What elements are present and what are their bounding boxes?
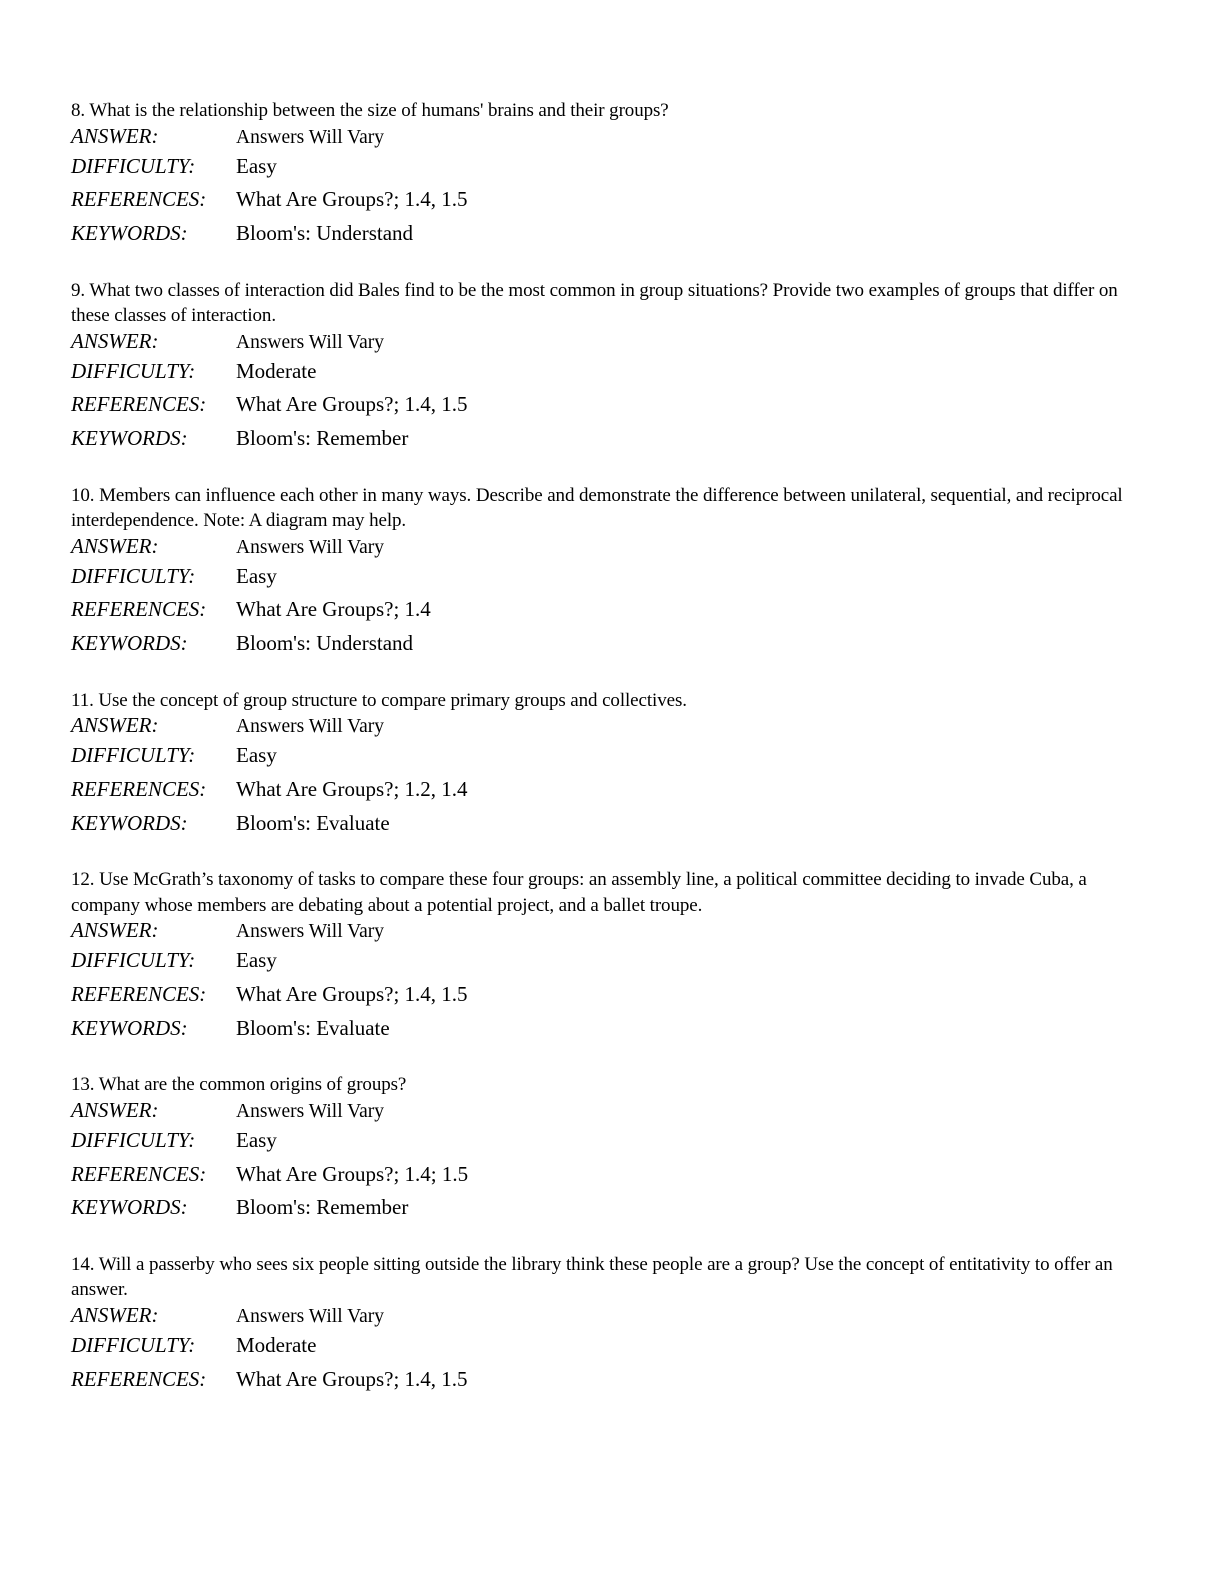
references-value: What Are Groups?; 1.4 — [236, 597, 431, 622]
references-value: What Are Groups?; 1.4, 1.5 — [236, 981, 468, 1006]
answer-row — [71, 124, 1151, 154]
question-text: 10. Members can influence each other in many ways. Describe and demonstrate the difference between unilateral, sequential, and reciprocal interdependence. Note: A diagram may help. — [71, 484, 1123, 532]
spacer — [71, 1229, 1151, 1252]
keywords-label: KEYWORDS: — [71, 1015, 188, 1040]
answer-row — [71, 1098, 1151, 1128]
answer-value: Answers Will Vary — [236, 126, 384, 148]
references-row — [71, 187, 1151, 221]
question-item — [71, 98, 1151, 255]
references-label: REFERENCES: — [71, 187, 207, 212]
difficulty-value: Easy — [236, 743, 277, 768]
answer-label: ANSWER: — [71, 1097, 159, 1122]
keywords-row — [71, 811, 1151, 845]
question-text: 11. Use the concept of group structure to compare primary groups and collectives. — [71, 689, 687, 711]
keywords-value: Bloom's: Remember — [236, 1195, 409, 1220]
keywords-row — [71, 426, 1151, 460]
answer-row — [71, 1303, 1151, 1333]
references-label: REFERENCES: — [71, 1161, 207, 1186]
references-row — [71, 1367, 1151, 1401]
answer-label: ANSWER: — [71, 713, 159, 738]
question-item — [71, 1072, 1151, 1229]
answer-value: Answers Will Vary — [236, 921, 384, 943]
difficulty-label: DIFFICULTY: — [71, 743, 196, 768]
spacer — [71, 665, 1151, 688]
references-value: What Are Groups?; 1.4; 1.5 — [236, 1161, 469, 1186]
difficulty-row — [71, 154, 1151, 188]
question-text: 12. Use McGrath’s taxonomy of tasks to compare these four groups: an assembly line, a political committee deciding to invade Cuba, a company whose members are debating about a potential project, and a ballet troupe. — [71, 869, 1087, 916]
spacer — [71, 844, 1151, 867]
keywords-value: Bloom's: Evaluate — [236, 810, 390, 835]
keywords-label: KEYWORDS: — [71, 1195, 188, 1220]
answer-label: ANSWER: — [71, 123, 159, 148]
difficulty-value: Easy — [236, 948, 277, 973]
difficulty-label: DIFFICULTY: — [71, 153, 196, 178]
answer-value: Answers Will Vary — [236, 331, 384, 353]
difficulty-row — [71, 743, 1151, 777]
answer-row — [71, 713, 1151, 743]
difficulty-value: Moderate — [236, 1332, 317, 1357]
references-value: What Are Groups?; 1.4, 1.5 — [236, 1366, 468, 1391]
difficulty-value: Easy — [236, 153, 277, 178]
difficulty-label: DIFFICULTY: — [71, 563, 196, 588]
spacer — [71, 1049, 1151, 1072]
answer-value: Answers Will Vary — [236, 536, 384, 558]
keywords-label: KEYWORDS: — [71, 220, 188, 245]
keywords-label: KEYWORDS: — [71, 631, 188, 655]
keywords-label: KEYWORDS: — [71, 425, 188, 450]
references-label: REFERENCES: — [71, 981, 207, 1006]
keywords-value: Bloom's: Understand — [236, 631, 414, 655]
question-item — [71, 1252, 1151, 1400]
question-item — [71, 278, 1151, 460]
keywords-value: Bloom's: Understand — [236, 220, 414, 245]
references-row — [71, 597, 1151, 631]
answer-label: ANSWER: — [71, 328, 159, 353]
spacer — [71, 460, 1151, 483]
references-value: What Are Groups?; 1.2, 1.4 — [236, 776, 468, 801]
keywords-value: Bloom's: Remember — [236, 425, 409, 450]
question-item — [71, 688, 1151, 845]
references-label: REFERENCES: — [71, 1366, 207, 1391]
question-text: 14. Will a passerby who sees six people sitting outside the library think these people are a group? Use the concept of entitativity to offer an answer. — [71, 1253, 1113, 1301]
difficulty-label: DIFFICULTY: — [71, 948, 196, 973]
difficulty-value: Easy — [236, 563, 277, 588]
references-row — [71, 392, 1151, 426]
question-item — [71, 483, 1151, 665]
answer-label: ANSWER: — [71, 918, 159, 943]
answer-row — [71, 918, 1151, 948]
difficulty-value: Easy — [236, 1127, 277, 1152]
difficulty-label: DIFFICULTY: — [71, 1127, 196, 1152]
references-label: REFERENCES: — [71, 776, 207, 801]
difficulty-row — [71, 948, 1151, 982]
question-text: 13. What are the common origins of groups? — [71, 1074, 407, 1096]
difficulty-label: DIFFICULTY: — [71, 1332, 196, 1357]
difficulty-label: DIFFICULTY: — [71, 358, 196, 383]
references-label: REFERENCES: — [71, 597, 207, 622]
keywords-value: Bloom's: Evaluate — [236, 1015, 390, 1040]
difficulty-row — [71, 1333, 1151, 1367]
references-label: REFERENCES: — [71, 392, 207, 417]
keywords-row — [71, 1195, 1151, 1229]
difficulty-value: Moderate — [236, 358, 317, 383]
keywords-row — [71, 631, 1151, 665]
answer-label: ANSWER: — [71, 1302, 159, 1327]
references-row — [71, 1162, 1151, 1196]
question-list — [71, 98, 1151, 1400]
answer-row — [71, 534, 1151, 564]
difficulty-row — [71, 564, 1151, 598]
question-text: 9. What two classes of interaction did Bales find to be the most common in group situations? Provide two examples of groups that differ on these classes of interaction. — [71, 279, 1118, 327]
keywords-row — [71, 221, 1151, 255]
references-row — [71, 777, 1151, 811]
references-value: What Are Groups?; 1.4, 1.5 — [236, 392, 468, 417]
difficulty-row — [71, 359, 1151, 393]
answer-label: ANSWER: — [71, 533, 159, 558]
answer-value: Answers Will Vary — [236, 716, 384, 738]
question-item — [71, 867, 1151, 1049]
keywords-label: KEYWORDS: — [71, 810, 188, 835]
question-text: 8. What is the relationship between the size of humans' brains and their groups? — [71, 100, 669, 121]
keywords-row — [71, 1016, 1151, 1050]
answer-value: Answers Will Vary — [236, 1305, 384, 1327]
answer-value: Answers Will Vary — [236, 1100, 384, 1122]
difficulty-row — [71, 1128, 1151, 1162]
spacer — [71, 255, 1151, 278]
references-value: What Are Groups?; 1.4, 1.5 — [236, 187, 468, 212]
answer-row — [71, 329, 1151, 359]
references-row — [71, 982, 1151, 1016]
